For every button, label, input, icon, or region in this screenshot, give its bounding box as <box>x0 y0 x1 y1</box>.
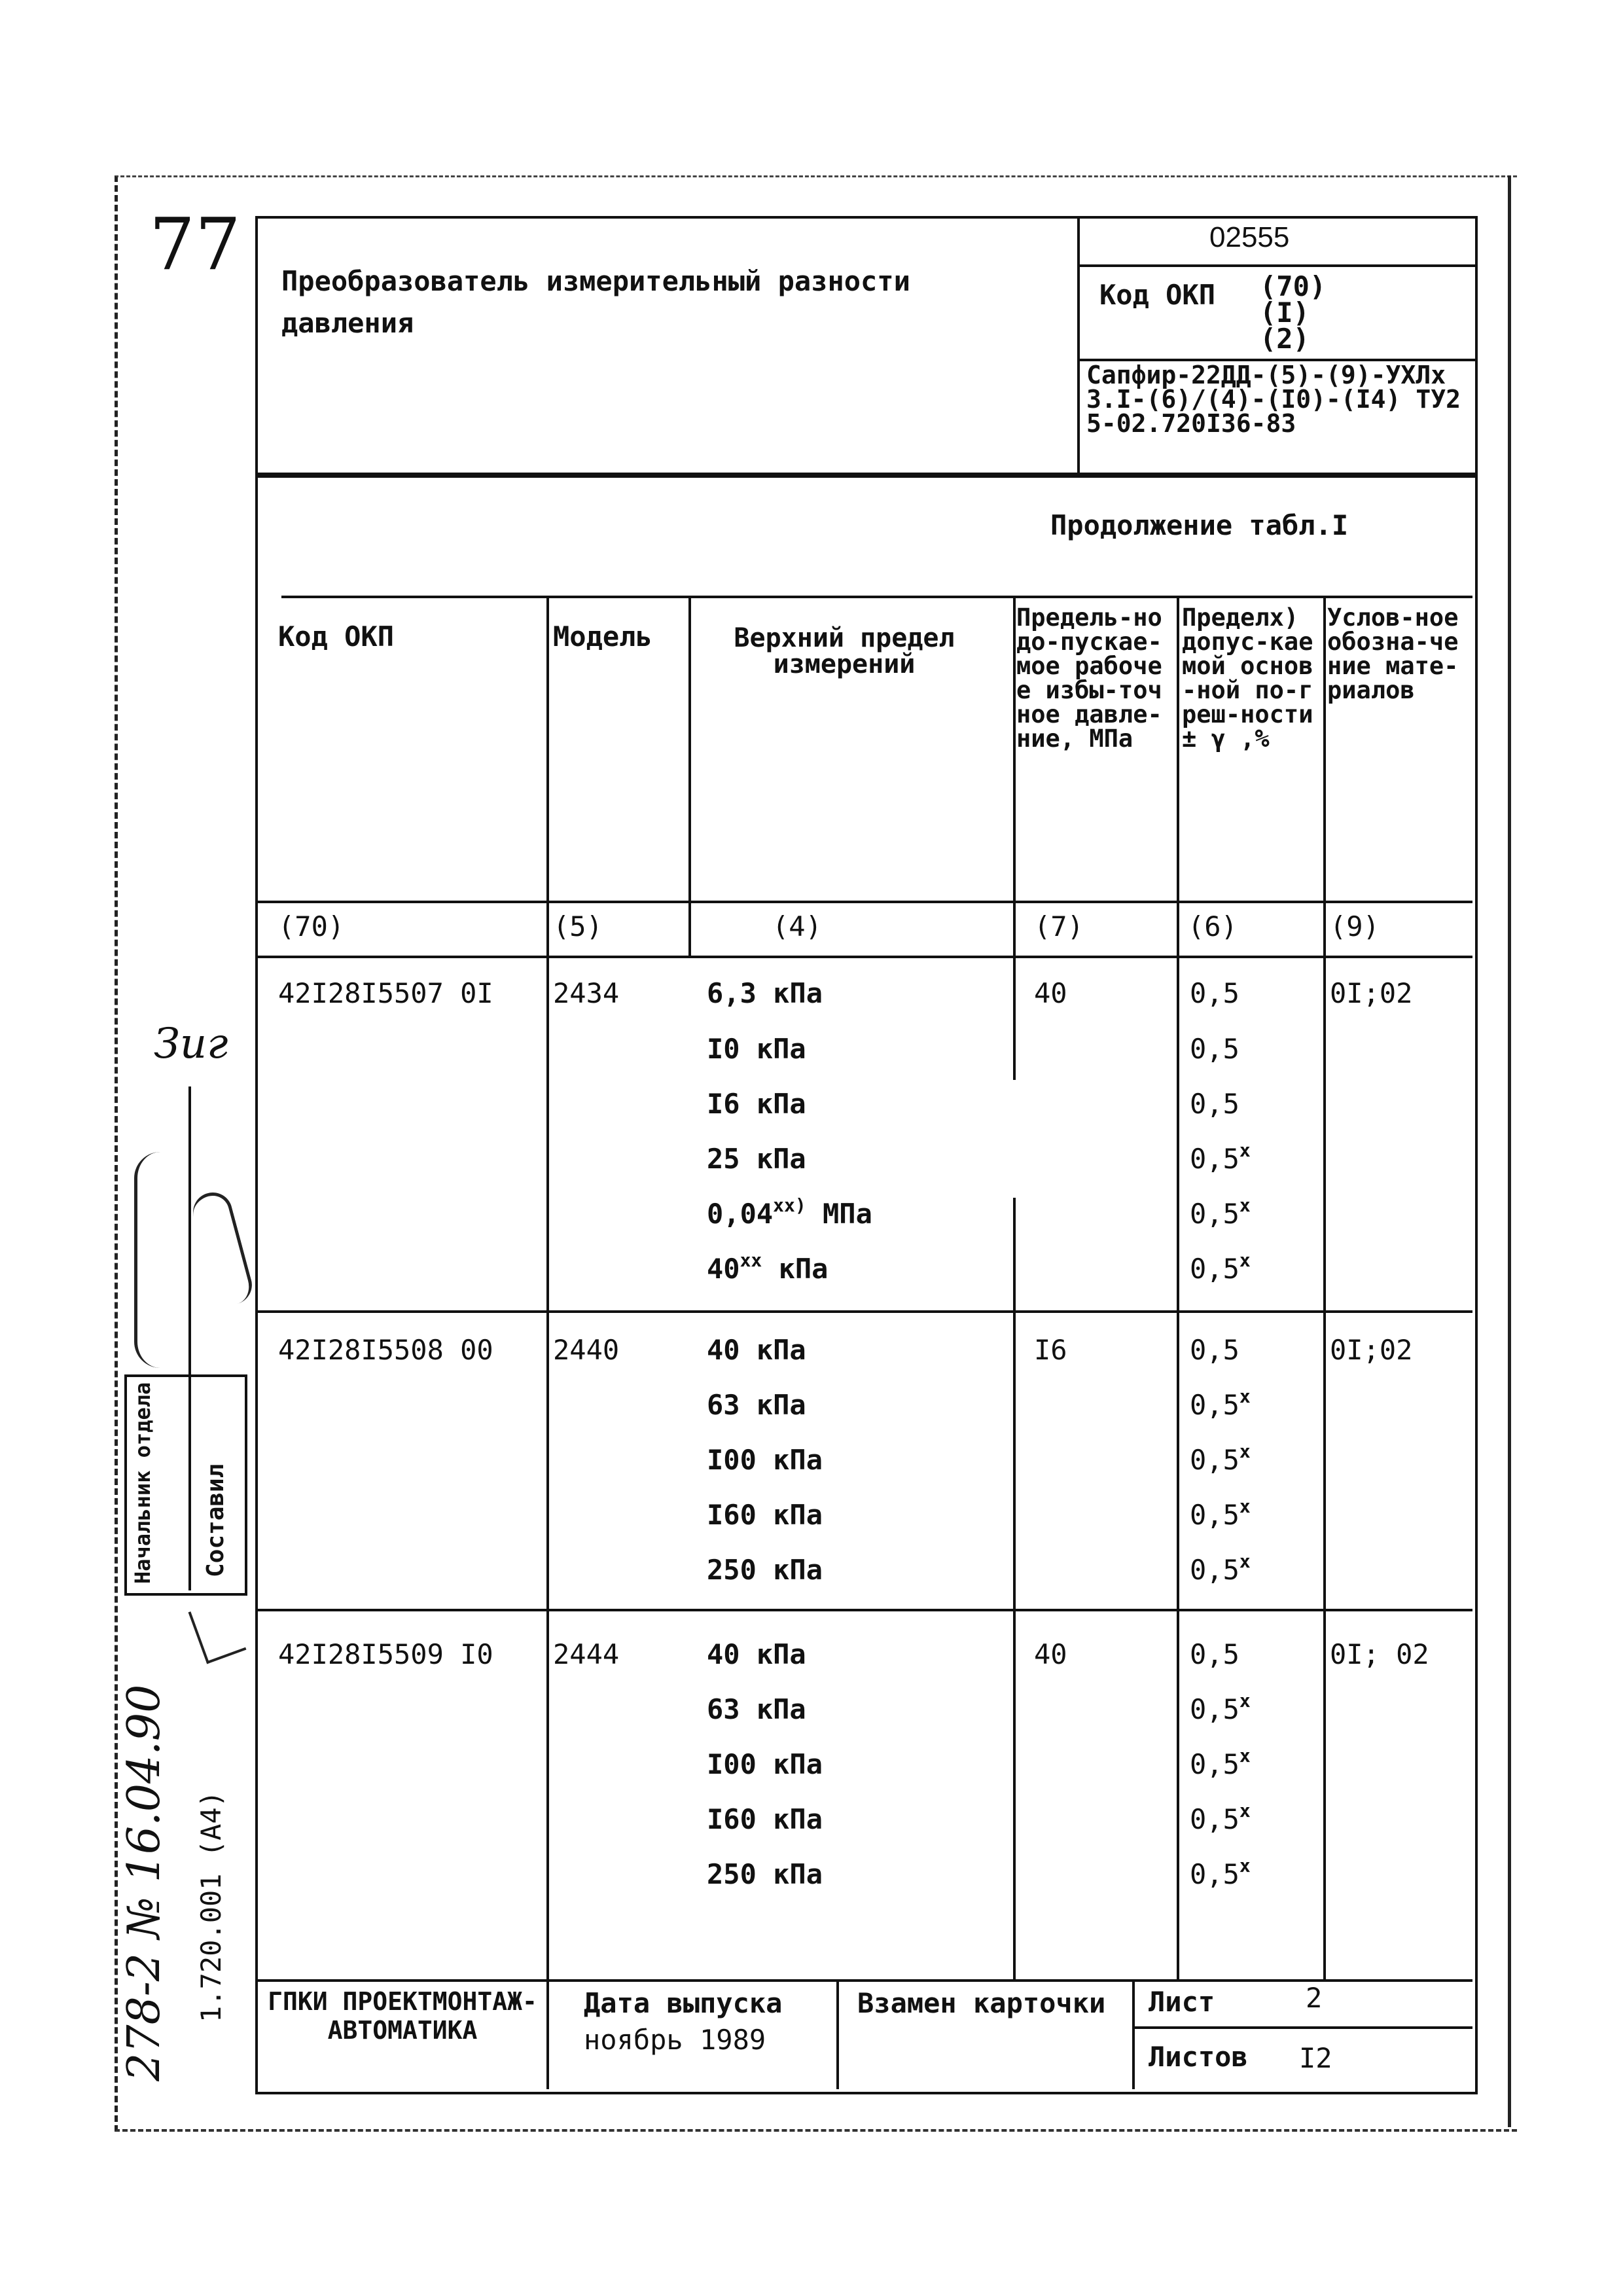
table-codes-bottom <box>255 956 1472 958</box>
error-row: 0,5$^x$ <box>1190 1690 1251 1725</box>
limit-row: 6,3 кПа <box>707 977 823 1009</box>
page-mark: 77 <box>149 202 241 286</box>
table-top-line <box>281 596 1472 598</box>
table-header-bottom <box>255 901 1472 903</box>
group-1-bottom <box>255 1310 1472 1313</box>
footer-release-label: Дата выпуска <box>584 1987 783 2019</box>
footer-sheet-value: 2 <box>1306 1982 1323 2014</box>
footer-sheet-line <box>1132 2026 1472 2029</box>
group-3-materials: 0I; 02 <box>1330 1638 1429 1670</box>
col-sep-3b <box>1013 1198 1016 1310</box>
header-right-line-1 <box>1077 264 1476 267</box>
okp-label: Код ОКП <box>1099 279 1216 311</box>
limit-row: I6 кПа <box>707 1088 806 1120</box>
error-row: 0,5 <box>1190 977 1240 1009</box>
error-row: 0,5 <box>1190 1638 1240 1670</box>
group-3-pressure: 40 <box>1034 1638 1067 1670</box>
col-code-materials: (9) <box>1330 910 1380 942</box>
limit-row: 63 кПа <box>707 1693 806 1725</box>
col-header-materials: Услов-ное обозна-чение мате-риалов <box>1327 603 1459 704</box>
footer-release-date: ноябрь 1989 <box>584 2024 766 2056</box>
limit-row: 40 кПа <box>707 1638 806 1670</box>
error-row: 0,5$^x$ <box>1190 1194 1251 1230</box>
group-1-materials: 0I;02 <box>1330 977 1413 1009</box>
group-2-bottom <box>255 1609 1472 1611</box>
product-title-line-1 <box>281 260 1041 344</box>
col-code-pressure: (7) <box>1034 910 1084 942</box>
okp-codes: (70) (I)(2) <box>1260 270 1327 355</box>
limit-row: I00 кПа <box>707 1444 823 1476</box>
header-divider <box>1077 216 1080 475</box>
group-2-materials: 0I;02 <box>1330 1334 1413 1366</box>
error-row: 0,5$^x$ <box>1190 1249 1251 1285</box>
group-2-model: 2440 <box>553 1334 620 1366</box>
handwritten-signature-scribble <box>134 1152 190 1368</box>
group-1-model: 2434 <box>553 977 620 1009</box>
table-body-bottom <box>255 1979 1472 1982</box>
error-row: 0,5$^x$ <box>1190 1386 1251 1421</box>
error-row: 0,5$^x$ <box>1190 1496 1251 1531</box>
col-sep-3 <box>1013 596 1016 1080</box>
col-header-okp: Код ОКП <box>278 620 395 653</box>
col-sep-5 <box>1323 596 1326 1979</box>
limit-row: 40 кПа <box>707 1334 806 1366</box>
footer-sheets-label: Листов <box>1149 2041 1248 2073</box>
error-row: 0,5$^x$ <box>1190 1800 1251 1835</box>
footer-replaces-label: Взамен карточки <box>857 1987 1106 2019</box>
margin-stamp-divider <box>188 1374 191 1590</box>
limit-row: I60 кПа <box>707 1803 823 1835</box>
card-number: 02555 <box>1209 221 1290 253</box>
limit-row: 250 кПа <box>707 1554 823 1586</box>
error-row: 0,5$^x$ <box>1190 1551 1251 1586</box>
group-2-okp: 42I28I5508 00 <box>278 1334 493 1366</box>
margin-signature-1: Зиг <box>154 1020 228 1068</box>
col-sep-3c <box>1013 1310 1016 1979</box>
limit-row: 63 кПа <box>707 1389 806 1421</box>
limit-row: 0,04$^{xx)}$ МПа <box>707 1194 872 1230</box>
col-header-pressure: Предель-но до-пускае-мое рабочее избы-точное давле-ние, МПа <box>1016 603 1162 753</box>
footer-org: ГПКИ ПРОЕКТМОНТАЖ-АВТОМАТИКА <box>268 1987 537 2045</box>
margin-doc-ref: 278-2 № 16.04.90 <box>118 1684 170 2081</box>
error-row: 0,5 <box>1190 1033 1240 1065</box>
col-code-okp: (70) <box>278 910 345 942</box>
footer-sep-2 <box>836 1979 839 2089</box>
group-3-model: 2444 <box>553 1638 620 1670</box>
group-1-pressure: 40 <box>1034 977 1067 1009</box>
page-frame-right-edge <box>1508 175 1511 2127</box>
col-sep-2 <box>688 596 691 956</box>
error-row: 0,5$^x$ <box>1190 1139 1251 1175</box>
col-header-model: Модель <box>553 620 652 653</box>
margin-head-of-dept: Начальник отдела <box>130 1382 155 1584</box>
error-row: 0,5$^x$ <box>1190 1745 1251 1780</box>
limit-row: 250 кПа <box>707 1858 823 1890</box>
footer-sheet-label: Лист <box>1149 1986 1215 2018</box>
col-code-error: (6) <box>1188 910 1238 942</box>
col-code-model: (5) <box>553 910 603 942</box>
error-row: 0,5$^x$ <box>1190 1441 1251 1476</box>
error-row: 0,5 <box>1190 1334 1240 1366</box>
group-1-okp: 42I28I5507 0I <box>278 977 493 1009</box>
product-title: Преобразователь измерительный разности давления <box>281 265 910 339</box>
limit-row: I00 кПа <box>707 1748 823 1780</box>
footer-sep-1 <box>546 1979 549 2089</box>
col-header-error: Пределx) допус-каемой основ-ной по-греш-ности ± γ ,% <box>1182 603 1313 753</box>
col-sep-4 <box>1177 596 1179 1979</box>
limit-row: 40$^{xx}$ кПа <box>707 1249 829 1285</box>
group-2-pressure: I6 <box>1034 1334 1067 1366</box>
footer-sep-3 <box>1132 1979 1135 2089</box>
product-designation: Сапфир-22ДД-(5)-(9)-УХЛx3.I-(6)/(4)-(I0)-(I4) ТУ25-02.720I36-83 <box>1086 361 1461 438</box>
col-header-upper-limit: Верхний предел измерений <box>734 623 955 679</box>
limit-row: 25 кПа <box>707 1143 806 1175</box>
margin-form-code: 1.720.001 (А4) <box>195 1790 227 2022</box>
margin-compiled-by: Составил <box>202 1463 229 1577</box>
col-code-limit: (4) <box>772 910 822 942</box>
group-3-okp: 42I28I5509 I0 <box>278 1638 493 1670</box>
limit-row: I60 кПа <box>707 1499 823 1531</box>
footer-sheets-value: I2 <box>1299 2042 1332 2074</box>
error-row: 0,5$^x$ <box>1190 1855 1251 1890</box>
error-row: 0,5 <box>1190 1088 1240 1120</box>
col-sep-1 <box>546 596 549 1979</box>
table-caption: Продолжение табл.I <box>1050 509 1349 541</box>
limit-row: I0 кПа <box>707 1033 806 1065</box>
